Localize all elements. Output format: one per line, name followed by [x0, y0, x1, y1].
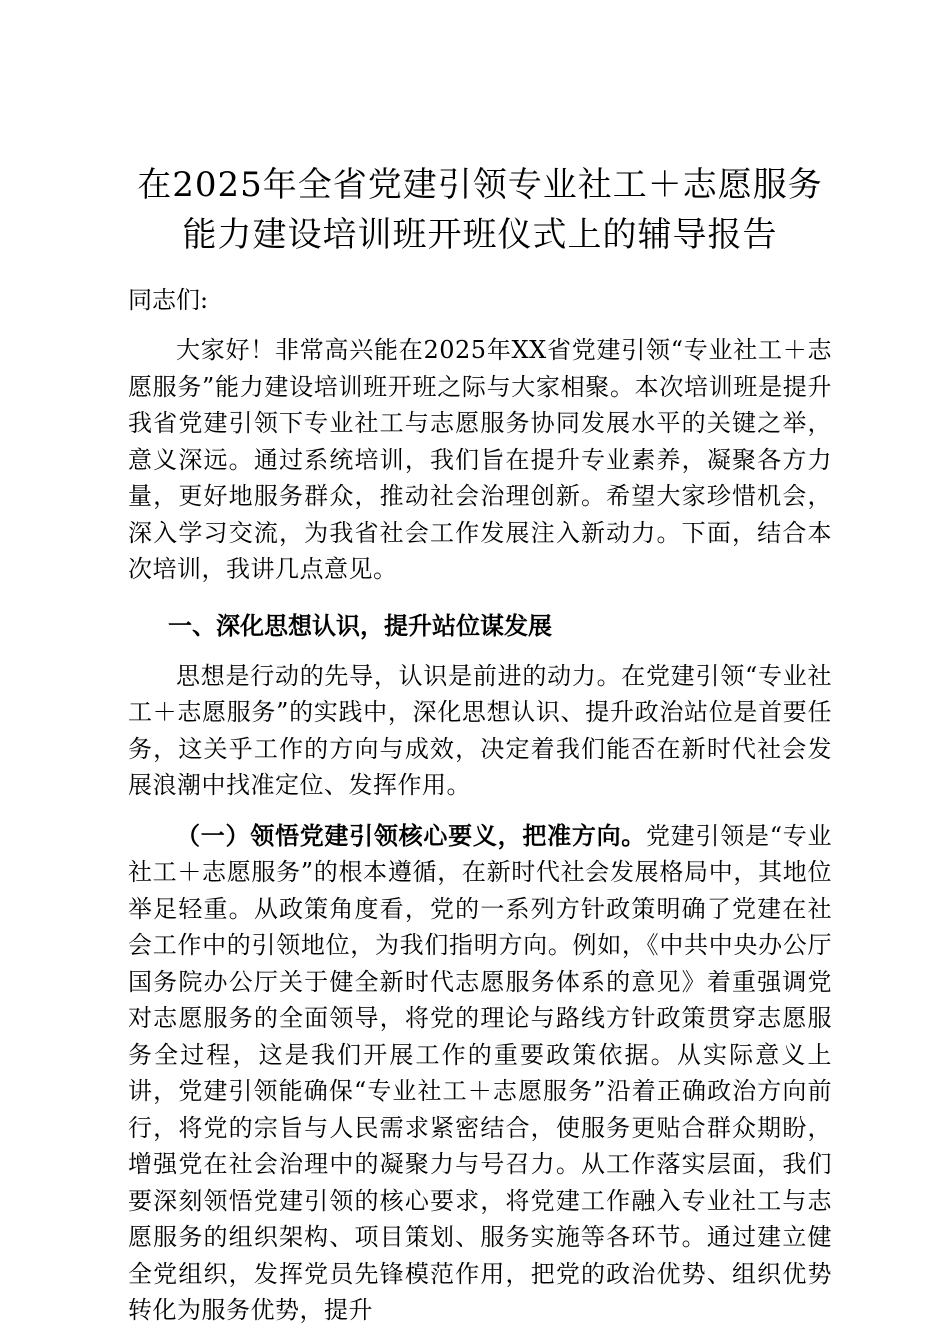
salutation: 同志们: [128, 286, 209, 314]
subsection-1-body: 党建引领是“专业社工＋志愿服务”的根本遵循，在新时代社会发展格局中，其地位举足轻重。从政策角度看，党的一系列方针政策明确了党建在社会工作中的引领地位，为我们指明方向。例如，《中共中央办公厅国务院办公厅关于健全新时代志愿服务体系的意见》着重强调党对志愿服务的全面领导，将党的理论与路线方针政策贯穿志愿服务全过程，这是我们开展工作的重要政策依据。从实际意义上讲，党建引领能确保“专业社工＋志愿服务”沿着正确政治方向前行，将党的宗旨与人民需求紧密结合，使服务更贴合群众期盼，增强党在社会治理中的凝聚力与号召力。从工作落实层面，我们要深刻领悟党建引领的核心要求，将党建工作融入专业社工与志愿服务的组织架构、项目策划、服务实施等各环节。通过建立健全党组织，发挥党员先锋模范作用，把党的政治优势、组织优势转化为服务优势，提升 [128, 821, 832, 1324]
document-page [128, 160, 832, 1329]
intro-paragraph: 大家好！非常高兴能在2025年XX省党建引领“专业社工＋志愿服务”能力建设培训班开班之际与大家相聚。本次培训班是提升我省党建引领下专业社工与志愿服务协同发展水平的关键之举，意义深远。通过系统培训，我们旨在提升专业素养，凝聚各方力量，更好地服务群众，推动社会治理创新。希望大家珍惜机会，深入学习交流，为我省社会工作发展注入新动力。下面，结合本次培训，我讲几点意见。 [128, 336, 832, 583]
section-1-heading: 一、深化思想认识，提升站位谋发展 [168, 610, 552, 640]
subsection-1-lead: （一）领悟党建引领核心要义，把准方向。 [176, 820, 647, 850]
section-1-paragraph: 思想是行动的先导，认识是前进的动力。在党建引领“专业社工＋志愿服务”的实践中，深化思想认识、提升政治站位是首要任务，这关乎工作的方向与成效，决定着我们能否在新时代社会发展浪潮中找准定位、发挥作用。 [128, 661, 832, 799]
subsection-1-paragraph [128, 818, 832, 1329]
document-title [128, 160, 832, 260]
title-line-1: 在2025年全省党建引领专业社工＋志愿服务 [137, 165, 823, 205]
title-line-2: 能力建设培训班开班仪式上的辅导报告 [182, 215, 778, 255]
